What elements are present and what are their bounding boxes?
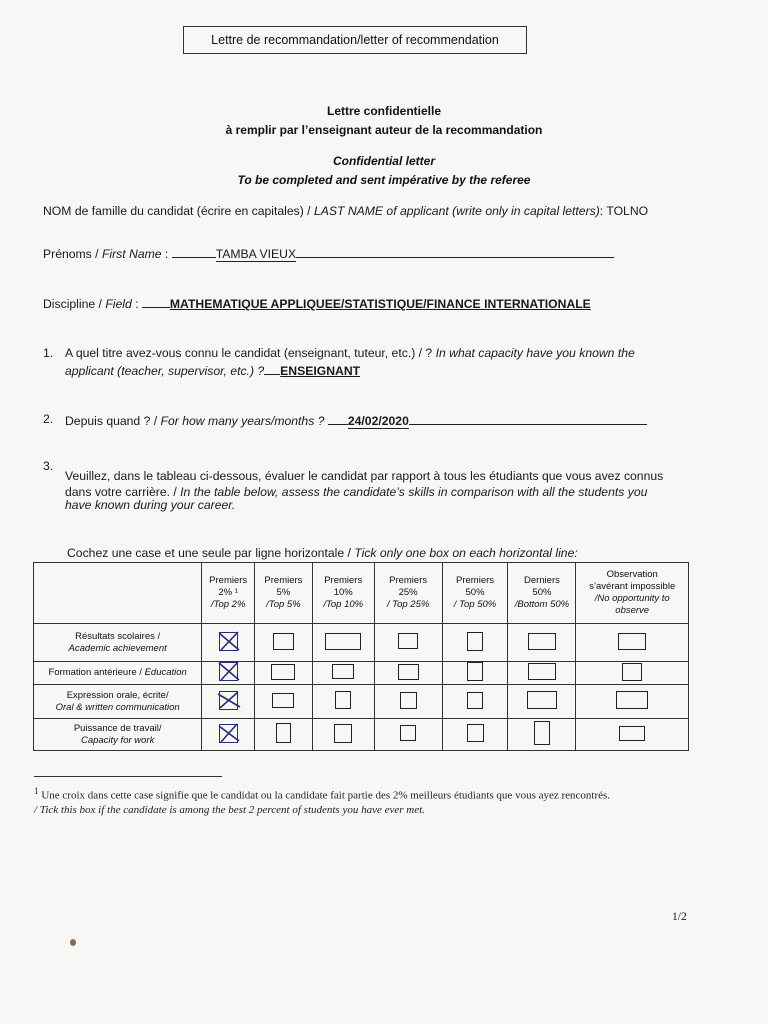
table-caption-fr: Cochez une case et une seule par ligne horizontale / bbox=[67, 546, 355, 560]
firstname-underline-tail bbox=[296, 257, 614, 258]
checkbox-work-capacity-bottom50[interactable] bbox=[508, 719, 576, 751]
question-3-number: 3. bbox=[43, 459, 54, 473]
checkbox-work-capacity-top10[interactable] bbox=[312, 719, 374, 751]
discipline-label-en: Field bbox=[105, 297, 132, 311]
checkbox-work-capacity-top25[interactable] bbox=[374, 719, 442, 751]
checkbox-academic-no-opportunity[interactable] bbox=[576, 624, 689, 662]
discipline-value: MATHEMATIQUE APPLIQUEE/STATISTIQUE/FINANCE INTERNATIONALE bbox=[169, 297, 591, 311]
question-2-underline-lead bbox=[328, 424, 348, 425]
checkbox-communication-top50[interactable] bbox=[442, 685, 508, 719]
header-col-no-opportunity: Observation s’avérant impossible /No opportunity to observe bbox=[576, 563, 689, 624]
discipline-colon: : bbox=[131, 297, 142, 311]
firstname-label-en: First Name bbox=[101, 247, 162, 261]
question-2-underline-tail bbox=[409, 424, 647, 425]
checkbox-work-capacity-top2[interactable] bbox=[202, 719, 255, 751]
question-2-en: For how many years/months ? bbox=[160, 414, 325, 428]
lastname-value: : TOLNO bbox=[599, 204, 649, 218]
checkbox-communication-top2[interactable] bbox=[202, 685, 255, 719]
question-1-answer: ENSEIGNANT bbox=[280, 364, 361, 378]
hand-drawn-x-mark-icon bbox=[219, 724, 238, 743]
row-label-communication: Expression orale, écrite/ Oral & written communication bbox=[34, 685, 202, 719]
footnote-line2: / Tick this box if the candidate is among the best 2 percent of students you have ever met. bbox=[34, 803, 425, 816]
header-col-top25: Premiers 25% / Top 25% bbox=[374, 563, 442, 624]
row-label-education: Formation antérieure / Education bbox=[34, 662, 202, 685]
header-col-bottom50: Derniers 50% /Bottom 50% bbox=[508, 563, 576, 624]
table-row bbox=[34, 685, 689, 719]
header-col-top50: Premiers 50% / Top 50% bbox=[442, 563, 508, 624]
row-label-work-capacity: Puissance de travail/ Capacity for work bbox=[34, 719, 202, 751]
page-number: 1/2 bbox=[672, 911, 687, 923]
checkbox-academic-top2[interactable] bbox=[202, 624, 255, 662]
question-2-fr: Depuis quand ? / bbox=[65, 414, 161, 428]
checkbox-academic-top25[interactable] bbox=[374, 624, 442, 662]
header-col-top10: Premiers 10% /Top 10% bbox=[312, 563, 374, 624]
table-caption bbox=[67, 546, 578, 560]
checkbox-academic-top10[interactable] bbox=[312, 624, 374, 662]
header-col-top2: Premiers 2% ¹ /Top 2% bbox=[202, 563, 255, 624]
document-title-box bbox=[183, 26, 527, 54]
table-header-row bbox=[34, 563, 689, 624]
row-label-academic: Résultats scolaires / Academic achievement bbox=[34, 624, 202, 662]
lastname-label-fr: NOM de famille du candidat (écrire en capitales) / bbox=[43, 204, 314, 218]
checkbox-communication-top10[interactable] bbox=[312, 685, 374, 719]
checkbox-academic-top50[interactable] bbox=[442, 624, 508, 662]
question-1-en-a: In what capacity have you known the bbox=[435, 346, 635, 360]
question-3-line2 bbox=[65, 485, 647, 499]
heading-fr-line2: à remplir par l’enseignant auteur de la recommandation bbox=[225, 123, 543, 137]
checkbox-academic-bottom50[interactable] bbox=[508, 624, 576, 662]
question-3-line2-en: In the table below, assess the candidate’s skills in comparison with all the students you bbox=[180, 485, 648, 499]
question-2-number: 2. bbox=[43, 412, 54, 426]
checkbox-communication-top5[interactable] bbox=[255, 685, 313, 719]
discipline-underline-lead bbox=[142, 307, 170, 308]
checkbox-work-capacity-top5[interactable] bbox=[255, 719, 313, 751]
table-row bbox=[34, 624, 689, 662]
question-2-line bbox=[65, 414, 647, 429]
heading-en-line1: Confidential letter bbox=[332, 154, 435, 168]
question-3-line1: Veuillez, dans le tableau ci-dessous, évaluer le candidat par rapport à tous les étudiants que vous avez connus bbox=[65, 469, 664, 483]
checkbox-communication-top25[interactable] bbox=[374, 685, 442, 719]
checkbox-education-top10[interactable] bbox=[312, 662, 374, 685]
discipline-label-fr: Discipline / bbox=[43, 297, 106, 311]
firstname-label-fr: Prénoms / bbox=[43, 247, 102, 261]
firstname-colon: : bbox=[161, 247, 172, 261]
firstname-value: TAMBA VIEUX bbox=[215, 247, 297, 261]
firstname-underline-lead bbox=[172, 257, 216, 258]
checkbox-education-no-opportunity[interactable] bbox=[576, 662, 689, 685]
assessment-table bbox=[33, 562, 689, 751]
question-1-underline-lead bbox=[264, 374, 280, 375]
footnote bbox=[34, 786, 610, 816]
firstname-field bbox=[43, 247, 614, 262]
checkbox-education-top25[interactable] bbox=[374, 662, 442, 685]
lastname-label-en: LAST NAME of applicant (write only in capital letters) bbox=[313, 204, 600, 218]
header-corner-cell bbox=[34, 563, 202, 624]
table-row bbox=[34, 719, 689, 751]
question-1-line2 bbox=[65, 364, 360, 378]
document-title: Lettre de recommandation/letter of recommendation bbox=[211, 33, 499, 47]
footnote-marker: 1 bbox=[34, 786, 39, 796]
checkbox-education-top2[interactable] bbox=[202, 662, 255, 685]
question-3-line2-fr: dans votre carrière. / bbox=[65, 485, 181, 499]
checkbox-academic-top5[interactable] bbox=[255, 624, 313, 662]
checkbox-education-top5[interactable] bbox=[255, 662, 313, 685]
heading-fr-line1: Lettre confidentielle bbox=[326, 104, 442, 118]
hand-drawn-x-mark-icon bbox=[219, 632, 238, 651]
heading-en-line2: To be completed and sent impérative by the referee bbox=[237, 173, 531, 187]
question-1-line1 bbox=[65, 346, 635, 360]
question-1-number: 1. bbox=[43, 346, 54, 360]
discipline-field bbox=[43, 297, 591, 311]
hand-drawn-x-mark-icon bbox=[219, 662, 238, 681]
question-2-answer: 24/02/2020 bbox=[347, 414, 409, 428]
checkbox-communication-bottom50[interactable] bbox=[508, 685, 576, 719]
lastname-field bbox=[43, 204, 648, 218]
table-row bbox=[34, 662, 689, 685]
checkbox-work-capacity-no-opportunity[interactable] bbox=[576, 719, 689, 751]
question-3-line3: have known during your career. bbox=[65, 498, 236, 512]
checkbox-education-bottom50[interactable] bbox=[508, 662, 576, 685]
question-1-en-b: applicant (teacher, supervisor, etc.) ? bbox=[65, 364, 265, 378]
checkbox-communication-no-opportunity[interactable] bbox=[576, 685, 689, 719]
checkbox-education-top50[interactable] bbox=[442, 662, 508, 685]
header-col-top5: Premiers 5% /Top 5% bbox=[255, 563, 313, 624]
paper-stain bbox=[70, 939, 76, 946]
checkbox-work-capacity-top50[interactable] bbox=[442, 719, 508, 751]
hand-drawn-x-mark-icon bbox=[219, 691, 238, 710]
table-caption-en: Tick only one box on each horizontal line: bbox=[354, 546, 578, 560]
footnote-line1: $^1$ Une croix dans cette case signifie que le candidat ou la candidate fait partie des 2% meilleurs étudiants que vous ayez rencontrés. bbox=[34, 786, 611, 802]
footnote-separator bbox=[34, 776, 222, 777]
question-1-fr: A quel titre avez-vous connu le candidat (enseignant, tuteur, etc.) / ? bbox=[65, 346, 436, 360]
